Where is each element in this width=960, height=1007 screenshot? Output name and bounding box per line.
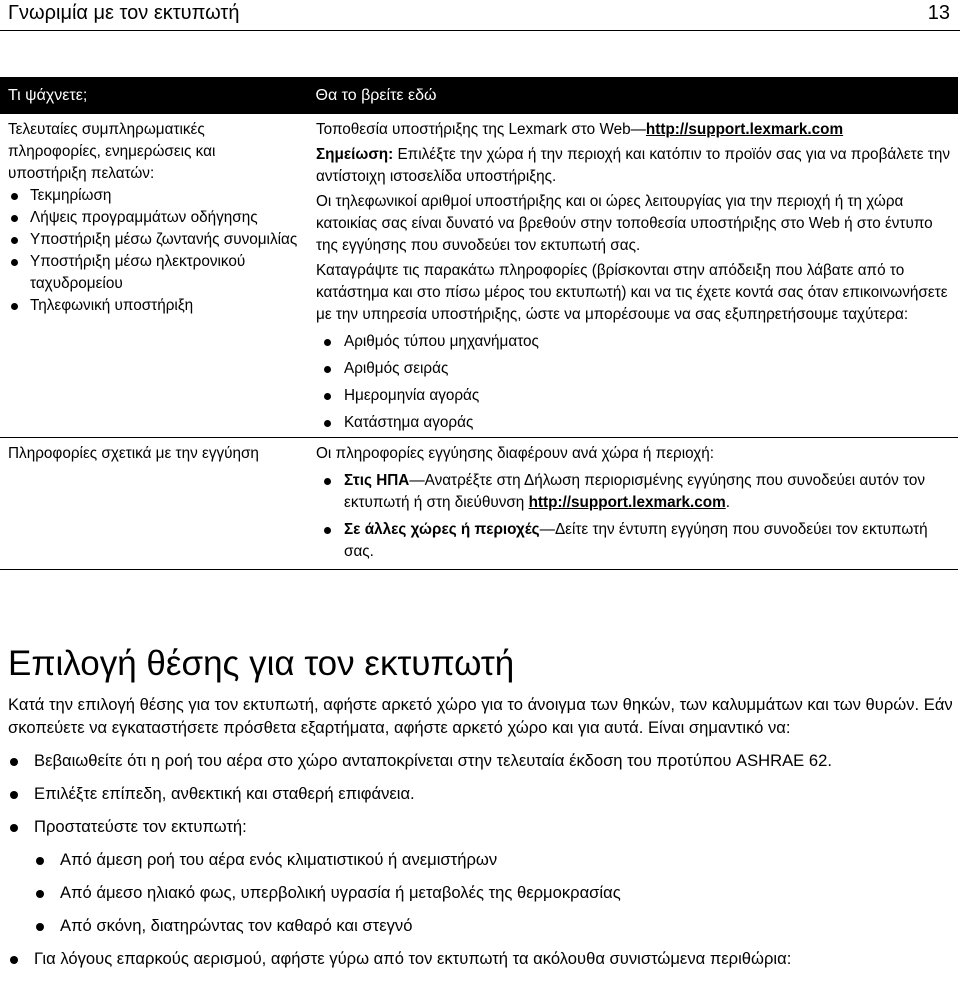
list-item: Από σκόνη, διατηρώντας τον καθαρό και στεγνό [34,914,953,937]
support-site-line [316,119,950,141]
list-item [316,519,950,563]
list-item: Αριθμός σειράς [316,358,950,380]
support-site-link[interactable]: http://support.lexmark.com [645,121,844,138]
col-header-find-it-here: Θα το βρείτε εδώ [307,77,959,114]
section-body [8,693,953,970]
warranty-link[interactable]: http://support.lexmark.com [528,494,726,511]
record-list [316,331,950,434]
support-list [8,185,298,317]
support-cell-right [307,114,959,438]
note-label: Σημείωση: [316,146,394,163]
list-item: Για λόγους επαρκούς αερισμού, αφήστε γύρω από τον εκτυπωτή τα ακόλουθα συνιστώμενα περιθώρια: [8,947,953,970]
list-item: Βεβαιωθείτε ότι η ροή του αέρα στο χώρο ανταποκρίνεται στην τελευταία έκδοση του προτύπου ASHRAE 62. [8,749,953,772]
list-item: Τηλεφωνική υποστήριξη [8,295,298,317]
placement-list [8,749,953,970]
support-phones: Οι τηλεφωνικοί αριθμοί υποστήριξης και οι ώρες λειτουργίας για την περιοχή ή τη χώρα κατοικίας σας είναι δυνατό να βρεθούν στην τοποθεσία υποστήριξης στο Web ή στο έντυπο της εγγύησης που συνοδεύει τον εκτυπωτή σας. [316,193,933,254]
list-item [8,815,953,937]
col-header-looking-for: Τι ψάχνετε; [0,77,307,114]
other-text: —Δείτε την έντυπη εγγύηση που συνοδεύει τον εκτυπωτή σας. [344,521,928,560]
list-item: Τεκμηρίωση [8,185,298,207]
support-note [316,144,950,188]
support-site-text: Τοποθεσία υποστήριξης της Lexmark στο Web— [316,121,646,138]
protect-text: Προστατεύστε τον εκτυπωτή: [34,817,247,836]
protect-sublist [34,848,953,937]
support-intro: Τελευταίες συμπληρωματικές πληροφορίες, ενημερώσεις και υποστήριξη πελατών: [8,121,216,182]
warranty-intro: Οι πληροφορίες εγγύησης διαφέρουν ανά χώρα ή περιοχή: [316,445,715,462]
note-text: Επιλέξτε την χώρα ή την περιοχή και κατόπιν το προϊόν σας για να προβάλετε την αντίστοιχη ιστοσελίδα υποστήριξης. [316,146,950,185]
warranty-label: Πληροφορίες σχετικά με την εγγύηση [0,438,307,570]
list-item: Υποστήριξη μέσω ηλεκτρονικού ταχυδρομείου [8,251,298,295]
info-table [0,77,958,570]
chapter-title: Γνωριμία με τον εκτυπωτή [8,2,240,24]
list-item: Λήψεις προγραμμάτων οδήγησης [8,207,298,229]
list-item: Από άμεσο ηλιακό φως, υπερβολική υγρασία ή μεταβολές της θερμοκρασίας [34,881,953,904]
list-item: Κατάστημα αγοράς [316,412,950,434]
list-item: Υποστήριξη μέσω ζωντανής συνομιλίας [8,229,298,251]
support-cell-left [0,114,307,438]
support-record: Καταγράψτε τις παρακάτω πληροφορίες (βρίσκονται στην απόδειξη που λάβατε από το κατάστημα και στο πίσω μέρος του εκτυπωτή) και να τις έχετε κοντά σας όταν επικοινωνήσετε με την υπηρεσία υποστήριξης, ώστε να μπορέσουμε να σας εξυπηρετήσουμε ταχύτερα: [316,262,948,323]
list-item: Επιλέξτε επίπεδη, ανθεκτική και σταθερή επιφάνεια. [8,782,953,805]
table-row [0,114,958,438]
usa-text: —Ανατρέξτε στη Δήλωση περιορισμένης εγγύησης που συνοδεύει αυτόν τον εκτυπωτή ή στη διεύθυνση [344,472,925,511]
usa-end: . [725,494,730,511]
section-title: Επιλογή θέσης για τον εκτυπωτή [8,644,515,683]
table-row [0,438,958,570]
list-item: Ημερομηνία αγοράς [316,385,950,407]
page-number: 13 [927,2,950,24]
list-item [316,470,950,514]
list-item: Αριθμός τύπου μηχανήματος [316,331,950,353]
usa-label: Στις ΗΠΑ [344,472,410,489]
header-rule [0,30,960,31]
other-label: Σε άλλες χώρες ή περιοχές [344,521,540,538]
section-intro: Κατά την επιλογή θέσης για τον εκτυπωτή, αφήστε αρκετό χώρο για το άνοιγμα των θηκών, των καλυμμάτων και των θυρών. Εάν σκοπεύετε να εγκαταστήσετε πρόσθετα εξαρτήματα, αφήστε αρκετό χώρο και για αυτά. Είναι σημαντικό να: [8,695,953,737]
warranty-list [316,470,950,563]
table-header-row [0,77,958,114]
warranty-cell-right [307,438,959,570]
list-item: Από άμεση ροή του αέρα ενός κλιματιστικού ή ανεμιστήρων [34,848,953,871]
page-header [0,0,960,30]
